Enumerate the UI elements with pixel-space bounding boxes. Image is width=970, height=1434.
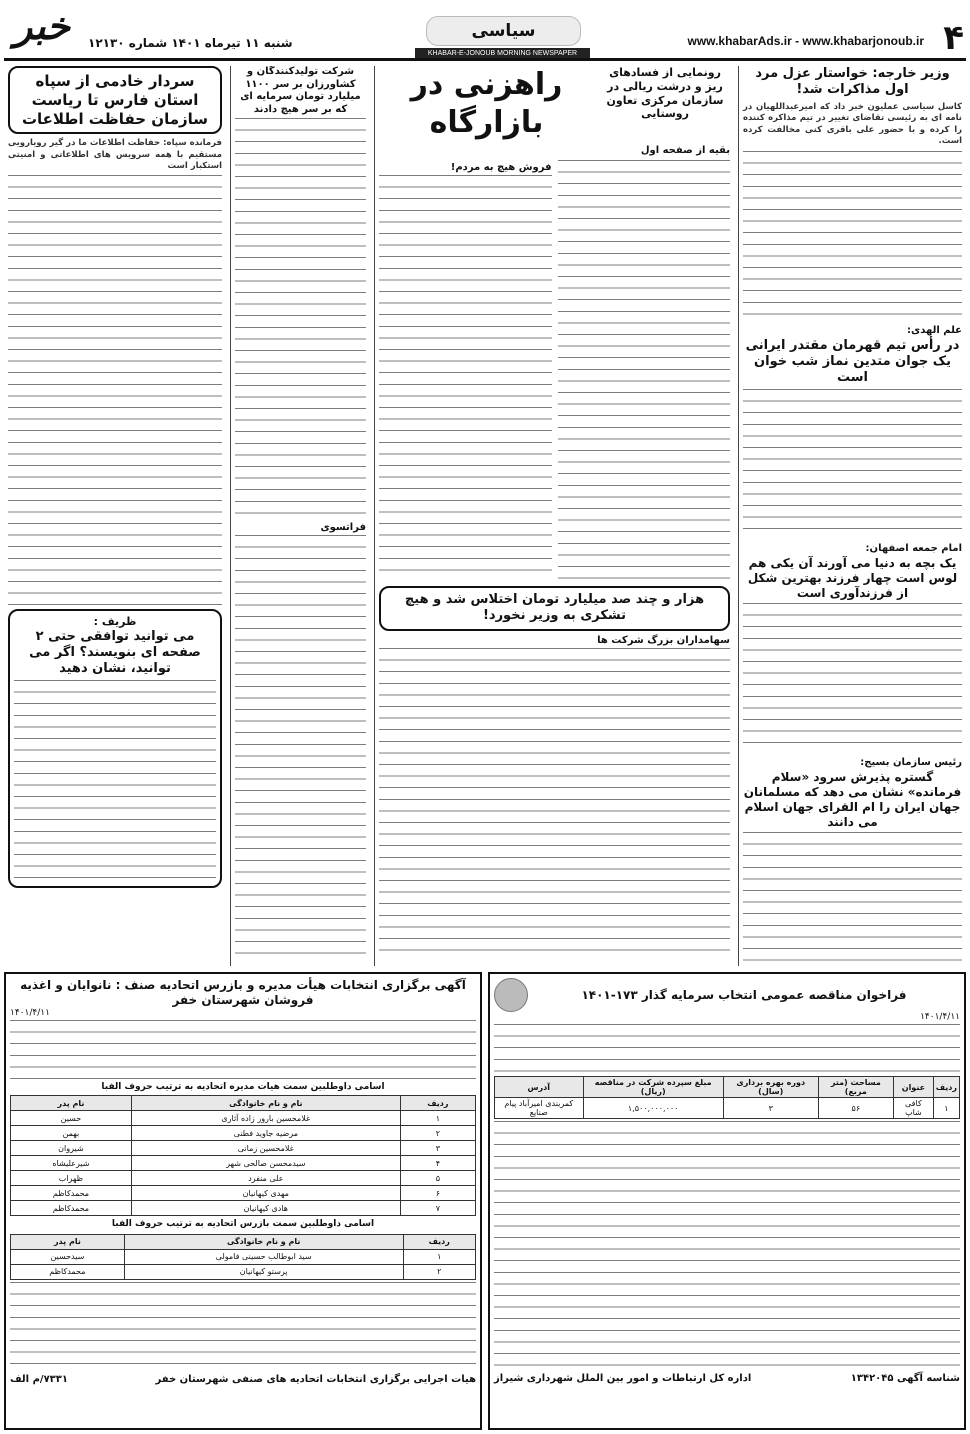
- body-text: [743, 151, 962, 321]
- col-header: مبلغ سپرده شرکت در مناقصه (ریال): [583, 1077, 723, 1098]
- col-header: آدرس: [495, 1077, 584, 1098]
- tender-table: [494, 1076, 960, 1119]
- table-row: [11, 1156, 476, 1171]
- election-ad: [4, 972, 482, 1430]
- table-row: [11, 1264, 476, 1279]
- subhead-1: علم الهدی:: [907, 324, 962, 336]
- body-text: [235, 535, 366, 955]
- cell: ۷: [400, 1201, 475, 1216]
- body-text: [743, 832, 962, 966]
- cell: محمدکاظم: [11, 1186, 132, 1201]
- cell: ۶: [400, 1186, 475, 1201]
- cell: ظهراب: [11, 1171, 132, 1186]
- candidates-table: [10, 1095, 476, 1216]
- ad-left-code: ۷۳۳۱/م الف: [10, 1373, 68, 1385]
- col-header: ردیف: [933, 1077, 959, 1098]
- subhead-cont: بقیه از صفحه اول: [640, 145, 730, 156]
- subhead-2b: فروش هیچ به مردم!: [450, 162, 552, 173]
- ad-text: [494, 1121, 960, 1371]
- table-row: [11, 1126, 476, 1141]
- cell: هادی کیهانیان: [131, 1201, 400, 1216]
- shiraz-emblem-icon: [494, 978, 528, 1012]
- tender-ad: [488, 972, 966, 1430]
- body-text: [379, 175, 552, 575]
- cell: ۱,۵۰۰,۰۰۰,۰۰۰: [583, 1098, 723, 1119]
- body-text: [14, 680, 216, 880]
- column-1: [738, 66, 966, 966]
- col-header: ردیف: [400, 1096, 475, 1111]
- col-header: دوره بهره برداری (سال): [723, 1077, 818, 1098]
- headline-box-4: [8, 66, 222, 134]
- table-row: [11, 1111, 476, 1126]
- body-text: [8, 175, 222, 605]
- cell: سید ابوطالب حسینی فامولی: [124, 1249, 403, 1264]
- cell: ۱: [933, 1098, 959, 1119]
- cell: کافی شاپ: [894, 1098, 934, 1119]
- table-row: [495, 1098, 960, 1119]
- cell: مهدی کیهانیان: [131, 1186, 400, 1201]
- col-header: نام پدر: [11, 1096, 132, 1111]
- subhead-4: فرمانده سپاه: حفاظت اطلاعات ما در گیر رویارویی مستقیم با همه سرویس های اطلاعاتی و امنیتی استکبار است: [8, 138, 222, 172]
- cell: حسین: [11, 1111, 132, 1126]
- col-header: نام و نام خانوادگی: [131, 1096, 400, 1111]
- subhead-2: امام جمعه اصفهان:: [865, 542, 962, 554]
- column-3: [230, 66, 370, 966]
- cell: مرضیه جاوید فطنی: [131, 1126, 400, 1141]
- english-subtitle: KHABAR-E-JONOUB MORNING NEWSPAPER: [415, 48, 590, 59]
- header-rule: [4, 58, 966, 61]
- table-row: [11, 1249, 476, 1264]
- body-text: [379, 648, 730, 958]
- body-text: [235, 118, 366, 518]
- headline-3: یک بچه به دنیا می آورند آن یکی هم لوس است چهار فرزند بهترین شکل از فرزندآوری است: [747, 555, 958, 600]
- col-header: عنوان: [894, 1077, 934, 1098]
- table2-title: اسامی داوطلبین سمت بازرس اتحادیه به ترتیب حروف الفبا: [111, 1219, 375, 1230]
- cell: ۳: [723, 1098, 818, 1119]
- cell: ۲: [403, 1264, 475, 1279]
- kicker-4: ظریف :: [93, 615, 137, 629]
- ad-left-title: آگهی برگزاری انتخابات هیأت مدیره و بازرس اتحادیه صنف : نانوایان و اغذیه فروشان شهرستان خفر: [20, 978, 466, 1007]
- column-4: [4, 66, 226, 966]
- cell: محمدکاظم: [11, 1264, 125, 1279]
- col-header: ردیف: [403, 1234, 475, 1249]
- subhead-3c: فراتسوی: [320, 522, 366, 533]
- table-row: [11, 1141, 476, 1156]
- page-number: ۴: [943, 18, 964, 58]
- dateline: شنبه ۱۱ تیرماه ۱۴۰۱ شماره ۱۲۱۳۰: [88, 36, 293, 50]
- headline-4b: می توانید توافقی حتی ۲ صفحه ای بنویسند؟ اگر می توانید، نشان دهید: [29, 628, 201, 677]
- headline-4: گستره پذیرش سرود «سلام فرمانده» نشان می دهد که مسلمانان جهان ایران را ام القرای جهان اسلام می دانند: [743, 769, 962, 829]
- cell: بهمن: [11, 1126, 132, 1141]
- cell: غلامحسین بارور زاده آثاری: [131, 1111, 400, 1126]
- cell: ۱: [403, 1249, 475, 1264]
- headline-4a: سردار خادمی از سپاه استان فارس تا ریاست سازمان حفاظت اطلاعات: [21, 72, 209, 128]
- ad-right-date: ۱۴۰۱/۴/۱۱: [920, 1012, 960, 1022]
- cell: کمربندی امیرآباد پیام صنایع: [495, 1098, 584, 1119]
- boxed-headline: هزار و چند صد میلیارد تومان اختلاس شد و هیچ تشکری به وزیر نخورد!: [379, 586, 730, 631]
- newspaper-logo: خبر: [14, 3, 70, 48]
- col-header: نام و نام خانوادگی: [124, 1234, 403, 1249]
- cell: پرستو کیهانیان: [124, 1264, 403, 1279]
- col-header: نام پدر: [11, 1234, 125, 1249]
- cell: محمدکاظم: [11, 1201, 132, 1216]
- cell: شیروان: [11, 1141, 132, 1156]
- subhead-3: رئیس سازمان بسیج:: [860, 756, 962, 768]
- column-2: [374, 66, 734, 966]
- cell: علی منفرد: [131, 1171, 400, 1186]
- ad-text: [10, 1282, 476, 1372]
- site-url[interactable]: www.khabarAds.ir - www.khabarjonoub.ir: [687, 34, 924, 48]
- headline-2: در رأس تیم قهرمان مقتدر ایرانی یک جوان متدین نماز شب خوان است: [745, 337, 960, 386]
- table-row: [11, 1186, 476, 1201]
- cell: سیدمحسن صالحی شهر: [131, 1156, 400, 1171]
- cell: ۲: [400, 1126, 475, 1141]
- headline-main: راهزنی در بازارگاه: [410, 67, 563, 140]
- cell: ۵: [400, 1171, 475, 1186]
- section-title: سیاسی: [426, 16, 581, 46]
- masthead: [0, 0, 970, 58]
- ad-left-footer: هیات اجرایی برگزاری انتخابات اتحادیه های صنفی شهرستان خفر: [155, 1373, 476, 1385]
- zarif-box: [8, 609, 222, 888]
- cell: غلامحسین زمانی: [131, 1141, 400, 1156]
- inspectors-table: [10, 1234, 476, 1280]
- cell: ۱: [400, 1111, 475, 1126]
- lead-1: کاسل سیاسی عملیون خبر داد که امیرعبداللهیان در نامه ای به رئیسی تقاضای تغییر در تیم مذاکره کننده را کرده و با حضور علی باقری کنی مخالفت کرده است.: [743, 101, 962, 147]
- table-row: [11, 1171, 476, 1186]
- cell: ۵۶: [818, 1098, 893, 1119]
- ad-text: [10, 1020, 476, 1080]
- ad-right-footer: اداره کل ارتباطات و امور بین الملل شهرداری شیراز: [494, 1373, 752, 1384]
- col-header: مساحت (متر مربع): [818, 1077, 893, 1098]
- cell: سیدحسین: [11, 1249, 125, 1264]
- subhead-3b: سهامداران بزرگ شرکت ها: [597, 634, 730, 646]
- body-text: [558, 160, 731, 580]
- ad-text: [494, 1024, 960, 1074]
- headline-1: وزیر خارجه: خواستار عزل مرد اول مذاکرات شد!: [755, 66, 950, 98]
- cell: شیرعلیشاه: [11, 1156, 132, 1171]
- ad-right-title: فراخوان مناقصه عمومی انتخاب سرمایه گذار ۱۷۳-۱۴۰۱: [581, 987, 907, 1002]
- body-text: [743, 603, 962, 753]
- kicker-2: رونمایی از فسادهای ریز و درشت ریالی در سازمان مرکزی تعاون روستایی: [606, 66, 724, 121]
- table-row: [11, 1201, 476, 1216]
- ad-left-date: ۱۴۰۱/۴/۱۱: [10, 1008, 50, 1018]
- body-text: [743, 389, 962, 539]
- kicker-3: شرکت تولیدکنندگان و کشاورزان بر سر ۱۱۰۰ میلیارد تومان سرمایه ای که بر سر هیچ دادند: [240, 66, 361, 115]
- table1-title: اسامی داوطلبین سمت هیات مدیره اتحادیه به ترتیب حروف الفبا: [101, 1082, 385, 1092]
- ad-right-code: شناسه آگهی ۱۳۴۲۰۴۵: [850, 1373, 960, 1384]
- cell: ۴: [400, 1156, 475, 1171]
- cell: ۳: [400, 1141, 475, 1156]
